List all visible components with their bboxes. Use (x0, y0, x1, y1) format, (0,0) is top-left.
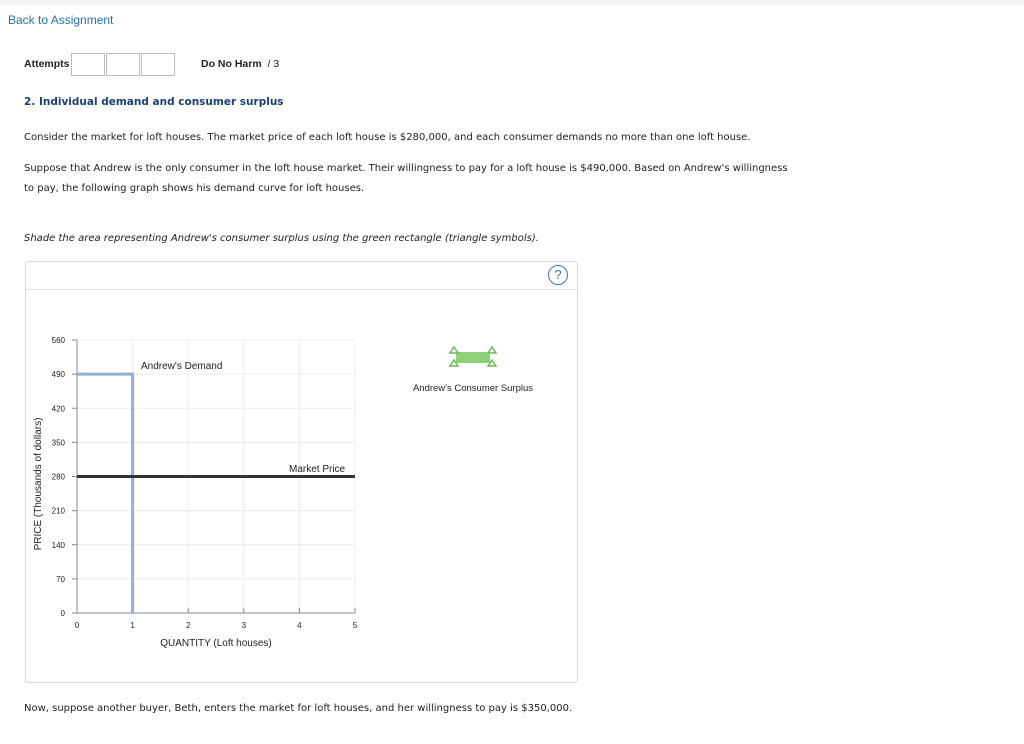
y-tick-label: 560 (51, 336, 65, 345)
attempts-label: Attempts (24, 58, 70, 70)
question-paragraph-2: Suppose that Andrew is the only consumer in the loft house market. Their willingness to pay for a loft house is $490,000. Based on Andrew's willingness to pay, the following graph shows his demand curve for loft houses. (24, 163, 788, 194)
attempt-box (71, 53, 105, 76)
score-label: Do No Harm (201, 58, 262, 70)
attempt-box (106, 53, 140, 76)
x-axis-title: QUANTITY (Loft houses) (160, 638, 272, 649)
question-title: 2. Individual demand and consumer surplus (24, 96, 284, 108)
y-tick-label: 420 (51, 404, 65, 414)
y-axis-title: PRICE (Thousands of dollars) (33, 417, 44, 551)
consumer-surplus-swatch[interactable] (456, 352, 490, 363)
y-tick-label: 350 (51, 438, 65, 448)
market-price-label: Market Price (289, 464, 346, 475)
demand-curve-label: Andrew's Demand (141, 361, 223, 372)
y-tick-label: 0 (60, 609, 65, 618)
back-to-assignment-link[interactable]: Back to Assignment (8, 13, 114, 27)
demand-curve (77, 374, 133, 613)
attempt-box (141, 53, 175, 76)
x-tick-label: 2 (185, 621, 191, 630)
y-tick-label: 280 (51, 472, 65, 482)
series-lines (77, 374, 355, 613)
graph-panel (25, 261, 578, 683)
consumer-surplus-tool[interactable] (450, 347, 496, 366)
x-tick-label: 4 (297, 621, 302, 630)
y-tick-label: 490 (51, 370, 65, 380)
y-tick-label: 210 (51, 506, 65, 516)
y-tick-label: 70 (56, 574, 65, 584)
triangle-handle[interactable] (450, 347, 458, 353)
attempt-boxes (71, 53, 176, 76)
help-icon[interactable]: ? (548, 265, 568, 285)
x-tick-label: 5 (352, 621, 358, 630)
question-paragraph-1: Consider the market for loft houses. The market price of each loft house is $280,000, and each consumer demands no more than one loft house. (24, 132, 751, 143)
x-tick-label: 0 (74, 621, 80, 630)
demand-graph (26, 262, 577, 682)
followup-paragraph: Now, suppose another buyer, Beth, enters the market for loft houses, and her willingness to pay is $350,000. (24, 703, 573, 714)
x-tick-label: 3 (241, 621, 247, 630)
score (201, 58, 279, 70)
ticks (52, 336, 358, 630)
question-instruction: Shade the area representing Andrew's consumer surplus using the green rectangle (triangle symbols). (24, 233, 539, 244)
score-suffix: / 3 (267, 58, 280, 70)
x-tick-label: 1 (130, 621, 135, 630)
y-tick-label: 140 (51, 540, 65, 550)
triangle-handle[interactable] (488, 347, 496, 353)
top-bar (0, 0, 1024, 5)
consumer-surplus-label: Andrew's Consumer Surplus (412, 383, 534, 394)
